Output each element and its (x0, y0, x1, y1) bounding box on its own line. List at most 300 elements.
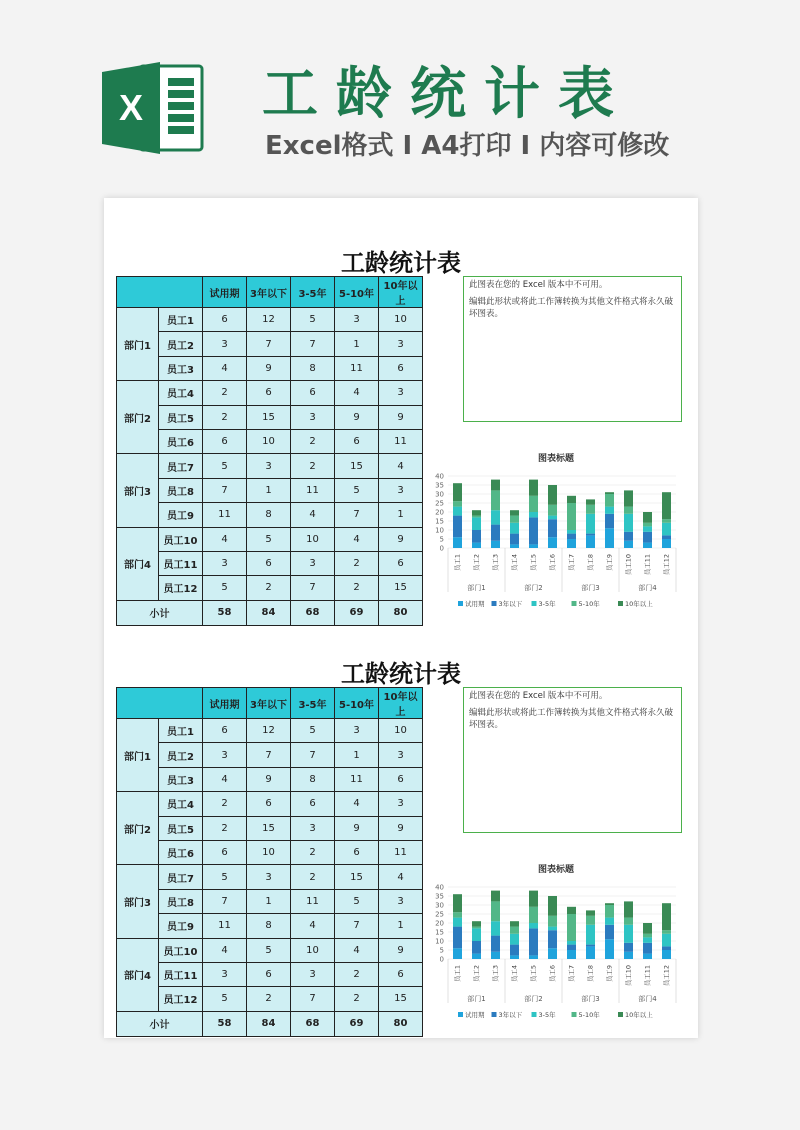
value-cell[interactable]: 11 (291, 478, 335, 502)
x-tick-label: 员工9 (605, 554, 614, 572)
employee-name-cell[interactable]: 员工4 (159, 381, 203, 405)
header-row (117, 277, 423, 308)
group-label: 部门4 (638, 584, 657, 592)
employee-name-cell[interactable]: 员工1 (159, 308, 203, 332)
value-cell[interactable]: 2 (203, 405, 247, 429)
table-row (117, 381, 423, 405)
column-header[interactable]: 3年以下 (247, 688, 291, 719)
value-cell[interactable]: 2 (335, 551, 379, 575)
value-cell[interactable]: 10 (291, 938, 335, 962)
column-header[interactable]: 10年以上 (379, 688, 423, 719)
value-cell[interactable]: 3 (203, 551, 247, 575)
bar-segment (548, 537, 557, 548)
value-cell[interactable]: 6 (379, 356, 423, 380)
column-header[interactable]: 3-5年 (291, 277, 335, 308)
value-cell[interactable]: 6 (335, 429, 379, 453)
total-value-cell[interactable]: 69 (335, 600, 379, 625)
x-tick-label: 员工12 (662, 554, 671, 576)
column-header[interactable]: 5-10年 (335, 688, 379, 719)
value-cell[interactable]: 3 (247, 865, 291, 889)
value-cell[interactable]: 7 (291, 576, 335, 600)
value-cell[interactable]: 2 (291, 429, 335, 453)
bar-segment (567, 950, 576, 959)
value-cell[interactable]: 2 (247, 987, 291, 1011)
employee-name-cell[interactable]: 员工6 (159, 429, 203, 453)
dept-cell[interactable]: 部门4 (117, 527, 159, 600)
value-cell[interactable]: 1 (247, 478, 291, 502)
employee-name-cell[interactable]: 员工12 (159, 576, 203, 600)
y-tick-label: 15 (435, 928, 444, 937)
banner-subtitle: Excel格式 I A4打印 I 内容可修改 (265, 131, 670, 161)
value-cell[interactable]: 11 (335, 767, 379, 791)
header-blank-cell[interactable] (117, 688, 203, 719)
employee-name-cell[interactable]: 员工10 (159, 527, 203, 551)
value-cell[interactable]: 9 (247, 767, 291, 791)
value-cell[interactable]: 5 (203, 576, 247, 600)
legend-label: 5-10年 (578, 1011, 600, 1019)
dept-cell[interactable]: 部门2 (117, 381, 159, 454)
bar-segment (586, 505, 595, 514)
value-cell[interactable]: 8 (291, 356, 335, 380)
bar-segment (624, 952, 633, 959)
value-cell[interactable]: 10 (379, 308, 423, 332)
value-cell[interactable]: 8 (291, 767, 335, 791)
value-cell[interactable]: 6 (335, 840, 379, 864)
value-cell[interactable]: 2 (291, 454, 335, 478)
table-row (117, 405, 423, 429)
value-cell[interactable]: 3 (291, 816, 335, 840)
value-cell[interactable]: 10 (379, 719, 423, 743)
value-cell[interactable]: 6 (247, 962, 291, 986)
total-value-cell[interactable]: 68 (291, 1011, 335, 1036)
value-cell[interactable]: 5 (247, 527, 291, 551)
value-cell[interactable]: 11 (335, 356, 379, 380)
bar-segment (567, 534, 576, 539)
value-cell[interactable]: 1 (379, 503, 423, 527)
total-value-cell[interactable]: 80 (379, 600, 423, 625)
stacked-bar-chart[interactable] (426, 859, 686, 1039)
value-cell[interactable]: 9 (379, 405, 423, 429)
bar-segment (643, 923, 652, 934)
group-label: 部门1 (467, 995, 486, 1003)
value-cell[interactable]: 9 (379, 816, 423, 840)
bar-segment (491, 901, 500, 921)
value-cell[interactable]: 4 (291, 503, 335, 527)
bar-segment (472, 530, 481, 543)
value-cell[interactable]: 7 (291, 743, 335, 767)
bar-segment (472, 941, 481, 954)
value-cell[interactable]: 2 (247, 576, 291, 600)
value-cell[interactable]: 12 (247, 308, 291, 332)
bar-segment (548, 930, 557, 948)
bar-segment (453, 516, 462, 538)
sheet-title: 工龄统计表 (341, 660, 461, 688)
header-blank-cell[interactable] (117, 277, 203, 308)
bar-segment (510, 516, 519, 523)
employee-name-cell[interactable]: 员工5 (159, 816, 203, 840)
total-value-cell[interactable]: 84 (247, 1011, 291, 1036)
value-cell[interactable]: 4 (291, 914, 335, 938)
total-label-cell[interactable]: 小计 (117, 1011, 203, 1036)
value-cell[interactable]: 15 (335, 865, 379, 889)
column-header[interactable]: 3年以下 (247, 277, 291, 308)
y-tick-label: 30 (435, 490, 444, 499)
y-tick-label: 25 (435, 910, 444, 919)
value-cell[interactable]: 11 (203, 503, 247, 527)
y-tick-label: 10 (435, 937, 444, 946)
value-cell[interactable]: 5 (291, 719, 335, 743)
value-cell[interactable]: 9 (335, 405, 379, 429)
bar-segment (586, 910, 595, 915)
value-cell[interactable]: 2 (203, 816, 247, 840)
value-cell[interactable]: 5 (247, 938, 291, 962)
group-label: 部门4 (638, 995, 657, 1003)
bar-segment (472, 516, 481, 518)
value-cell[interactable]: 9 (379, 938, 423, 962)
table-row (117, 429, 423, 453)
employee-name-cell[interactable]: 员工10 (159, 938, 203, 962)
x-tick-label: 员工1 (453, 965, 462, 983)
value-cell[interactable]: 7 (203, 889, 247, 913)
value-cell[interactable]: 6 (379, 962, 423, 986)
value-cell[interactable]: 6 (203, 719, 247, 743)
value-cell[interactable]: 7 (335, 914, 379, 938)
value-cell[interactable]: 4 (379, 865, 423, 889)
x-tick-label: 员工4 (510, 965, 519, 983)
value-cell[interactable]: 15 (247, 405, 291, 429)
value-cell[interactable]: 15 (379, 987, 423, 1011)
x-tick-label: 员工3 (491, 554, 500, 572)
value-cell[interactable]: 2 (335, 576, 379, 600)
y-tick-label: 5 (439, 535, 444, 544)
bar-segment (491, 490, 500, 510)
y-tick-label: 40 (435, 472, 444, 481)
legend-label: 5-10年 (578, 600, 600, 608)
value-cell[interactable]: 3 (335, 308, 379, 332)
legend-swatch (458, 1012, 463, 1017)
bar-segment (567, 914, 576, 941)
total-value-cell[interactable]: 84 (247, 600, 291, 625)
value-cell[interactable]: 7 (291, 332, 335, 356)
employee-name-cell[interactable]: 员工2 (159, 332, 203, 356)
bar-segment (643, 526, 652, 531)
value-cell[interactable]: 2 (203, 792, 247, 816)
column-header[interactable]: 3-5年 (291, 688, 335, 719)
table-row (117, 356, 423, 380)
x-tick-label: 员工10 (624, 965, 633, 987)
bar-segment (472, 927, 481, 929)
bar-segment (605, 925, 614, 939)
column-header[interactable]: 5-10年 (335, 277, 379, 308)
value-cell[interactable]: 1 (335, 332, 379, 356)
x-tick-label: 员工2 (472, 965, 481, 983)
value-cell[interactable]: 6 (291, 792, 335, 816)
bar-segment (453, 927, 462, 949)
value-cell[interactable]: 2 (291, 840, 335, 864)
value-cell[interactable]: 3 (379, 381, 423, 405)
column-header[interactable]: 试用期 (203, 277, 247, 308)
x-tick-label: 员工6 (548, 554, 557, 572)
chart-title: 图表标题 (537, 454, 575, 464)
bar-segment (605, 905, 614, 918)
table-row (117, 527, 423, 551)
employee-name-cell[interactable]: 员工3 (159, 767, 203, 791)
value-cell[interactable]: 6 (203, 840, 247, 864)
legend-swatch (618, 1012, 623, 1017)
value-cell[interactable]: 2 (335, 962, 379, 986)
bar-segment (453, 483, 462, 501)
value-cell[interactable]: 7 (203, 478, 247, 502)
bar-segment (605, 514, 614, 528)
bar-segment (605, 918, 614, 925)
value-cell[interactable]: 3 (335, 719, 379, 743)
y-tick-label: 10 (435, 526, 444, 535)
bar-segment (453, 894, 462, 912)
employee-name-cell[interactable]: 员工4 (159, 792, 203, 816)
x-tick-label: 员工11 (643, 965, 652, 987)
bar-segment (605, 492, 614, 494)
bar-segment (643, 512, 652, 523)
chart-title: 图表标题 (537, 865, 575, 875)
value-cell[interactable]: 5 (203, 454, 247, 478)
value-cell[interactable]: 3 (203, 332, 247, 356)
dept-cell[interactable]: 部门3 (117, 454, 159, 527)
value-cell[interactable]: 3 (379, 792, 423, 816)
bar-segment (472, 510, 481, 515)
x-tick-label: 员工3 (491, 965, 500, 983)
employee-name-cell[interactable]: 员工11 (159, 551, 203, 575)
employee-name-cell[interactable]: 员工7 (159, 865, 203, 889)
excel-logo-icon (100, 58, 210, 158)
value-cell[interactable]: 4 (335, 792, 379, 816)
value-cell[interactable]: 15 (379, 576, 423, 600)
value-cell[interactable]: 6 (203, 429, 247, 453)
value-cell[interactable]: 15 (335, 454, 379, 478)
bar-segment (453, 918, 462, 927)
banner-title: 工龄统计表 (262, 62, 632, 127)
value-cell[interactable]: 12 (247, 719, 291, 743)
bar-segment (548, 948, 557, 959)
value-cell[interactable]: 1 (247, 889, 291, 913)
y-tick-label: 0 (439, 955, 444, 964)
value-cell[interactable]: 4 (203, 356, 247, 380)
bar-segment (548, 927, 557, 931)
value-cell[interactable]: 2 (291, 865, 335, 889)
x-tick-label: 员工9 (605, 965, 614, 983)
value-cell[interactable]: 6 (203, 308, 247, 332)
chart-unavailable-box[interactable] (463, 687, 682, 833)
bar-segment (453, 912, 462, 917)
value-cell[interactable]: 4 (335, 938, 379, 962)
value-cell[interactable]: 3 (379, 743, 423, 767)
bar-segment (624, 514, 633, 532)
group-label: 部门3 (581, 584, 600, 592)
column-header[interactable]: 试用期 (203, 688, 247, 719)
y-tick-label: 20 (435, 919, 444, 928)
employee-name-cell[interactable]: 员工7 (159, 454, 203, 478)
bar-segment (643, 934, 652, 938)
value-cell[interactable]: 7 (335, 503, 379, 527)
employee-name-cell[interactable]: 员工2 (159, 743, 203, 767)
dept-cell[interactable]: 部门2 (117, 792, 159, 865)
value-cell[interactable]: 5 (203, 865, 247, 889)
value-cell[interactable]: 1 (335, 743, 379, 767)
bar-segment (453, 948, 462, 959)
employee-name-cell[interactable]: 员工9 (159, 503, 203, 527)
value-cell[interactable]: 6 (247, 792, 291, 816)
x-tick-label: 员工5 (529, 554, 538, 572)
y-tick-label: 15 (435, 517, 444, 526)
bar-segment (586, 945, 595, 947)
bar-segment (529, 544, 538, 548)
total-value-cell[interactable]: 58 (203, 1011, 247, 1036)
value-cell[interactable]: 3 (379, 478, 423, 502)
x-tick-label: 员工8 (586, 554, 595, 572)
bar-segment (567, 907, 576, 914)
legend-swatch (492, 1012, 497, 1017)
value-cell[interactable]: 5 (335, 478, 379, 502)
value-cell[interactable]: 7 (247, 743, 291, 767)
employee-name-cell[interactable]: 员工8 (159, 478, 203, 502)
logo-letter: X (118, 87, 144, 128)
value-cell[interactable]: 10 (247, 429, 291, 453)
bar-segment (453, 501, 462, 506)
value-cell[interactable]: 4 (203, 938, 247, 962)
value-cell[interactable]: 15 (247, 816, 291, 840)
chart-unavailable-box[interactable] (463, 276, 682, 422)
employee-name-cell[interactable]: 员工11 (159, 962, 203, 986)
legend-swatch (572, 1012, 577, 1017)
bar-segment (624, 943, 633, 952)
value-cell[interactable]: 6 (247, 381, 291, 405)
total-value-cell[interactable]: 80 (379, 1011, 423, 1036)
value-cell[interactable]: 6 (379, 551, 423, 575)
value-cell[interactable]: 4 (203, 527, 247, 551)
banner-header (0, 0, 800, 190)
value-cell[interactable]: 3 (203, 743, 247, 767)
bar-segment (491, 936, 500, 952)
tenure-table (116, 276, 423, 626)
value-cell[interactable]: 7 (247, 332, 291, 356)
total-value-cell[interactable]: 68 (291, 600, 335, 625)
bar-segment (643, 954, 652, 959)
bar-segment (586, 499, 595, 504)
y-tick-label: 25 (435, 499, 444, 508)
bar-segment (643, 937, 652, 942)
value-cell[interactable]: 2 (203, 381, 247, 405)
value-cell[interactable]: 9 (379, 527, 423, 551)
total-value-cell[interactable]: 69 (335, 1011, 379, 1036)
value-cell[interactable]: 5 (291, 308, 335, 332)
legend-label: 试用期 (465, 1011, 485, 1019)
employee-name-cell[interactable]: 员工6 (159, 840, 203, 864)
total-label-cell[interactable]: 小计 (117, 600, 203, 625)
bar-segment (662, 539, 671, 548)
value-cell[interactable]: 3 (203, 962, 247, 986)
message-line-1: 此图表在您的 Excel 版本中不可用。 (469, 691, 608, 701)
value-cell[interactable]: 6 (247, 551, 291, 575)
value-cell[interactable]: 11 (379, 840, 423, 864)
bar-segment (586, 535, 595, 548)
value-cell[interactable]: 3 (379, 332, 423, 356)
value-cell[interactable]: 6 (291, 381, 335, 405)
employee-name-cell[interactable]: 员工3 (159, 356, 203, 380)
group-label: 部门3 (581, 995, 600, 1003)
stacked-bar-chart[interactable] (426, 448, 686, 628)
value-cell[interactable]: 6 (379, 767, 423, 791)
x-tick-label: 员工2 (472, 554, 481, 572)
bar-segment (510, 955, 519, 959)
bar-segment (491, 952, 500, 959)
bar-segment (529, 907, 538, 923)
dept-cell[interactable]: 部门1 (117, 719, 159, 792)
dept-cell[interactable]: 部门4 (117, 938, 159, 1011)
total-value-cell[interactable]: 58 (203, 600, 247, 625)
dept-cell[interactable]: 部门3 (117, 865, 159, 938)
value-cell[interactable]: 8 (247, 503, 291, 527)
legend-swatch (458, 601, 463, 606)
table-row (117, 503, 423, 527)
bar-segment (605, 903, 614, 905)
bar-segment (510, 544, 519, 548)
employee-name-cell[interactable]: 员工5 (159, 405, 203, 429)
table-row (117, 551, 423, 575)
bar-segment (662, 950, 671, 959)
value-cell[interactable]: 2 (335, 987, 379, 1011)
bar-segment (624, 901, 633, 917)
table-row (117, 308, 423, 332)
value-cell[interactable]: 4 (335, 527, 379, 551)
value-cell[interactable]: 3 (291, 551, 335, 575)
value-cell[interactable]: 4 (379, 454, 423, 478)
value-cell[interactable]: 4 (335, 381, 379, 405)
table-row (117, 914, 423, 938)
column-header[interactable]: 10年以上 (379, 277, 423, 308)
value-cell[interactable]: 5 (203, 987, 247, 1011)
value-cell[interactable]: 4 (203, 767, 247, 791)
value-cell[interactable]: 3 (291, 962, 335, 986)
value-cell[interactable]: 11 (379, 429, 423, 453)
employee-name-cell[interactable]: 员工8 (159, 889, 203, 913)
bar-segment (662, 946, 671, 950)
legend-label: 试用期 (465, 600, 485, 608)
employee-name-cell[interactable]: 员工1 (159, 719, 203, 743)
value-cell[interactable]: 8 (247, 914, 291, 938)
value-cell[interactable]: 3 (247, 454, 291, 478)
y-tick-label: 35 (435, 481, 444, 490)
value-cell[interactable]: 10 (247, 840, 291, 864)
bar-segment (510, 921, 519, 926)
value-cell[interactable]: 1 (379, 914, 423, 938)
value-cell[interactable]: 9 (335, 816, 379, 840)
value-cell[interactable]: 11 (291, 889, 335, 913)
value-cell[interactable]: 7 (291, 987, 335, 1011)
value-cell[interactable]: 11 (203, 914, 247, 938)
value-cell[interactable]: 5 (335, 889, 379, 913)
bar-segment (529, 891, 538, 907)
employee-name-cell[interactable]: 员工9 (159, 914, 203, 938)
bar-segment (510, 945, 519, 956)
value-cell[interactable]: 3 (379, 889, 423, 913)
value-cell[interactable]: 10 (291, 527, 335, 551)
bar-segment (529, 928, 538, 955)
employee-name-cell[interactable]: 员工12 (159, 987, 203, 1011)
value-cell[interactable]: 3 (291, 405, 335, 429)
x-tick-label: 员工12 (662, 965, 671, 987)
value-cell[interactable]: 9 (247, 356, 291, 380)
bar-segment (662, 492, 671, 519)
dept-cell[interactable]: 部门1 (117, 308, 159, 381)
